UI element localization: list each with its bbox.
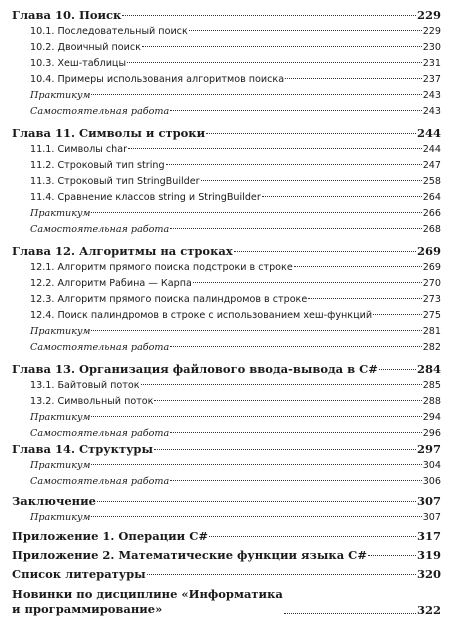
dot-leader — [166, 164, 422, 165]
practice-entry — [30, 342, 441, 353]
dot-leader — [284, 613, 416, 614]
dot-leader — [122, 15, 416, 16]
entry-title: Список литературы — [12, 567, 146, 581]
page-number: 273 — [422, 294, 441, 305]
dot-leader — [142, 46, 422, 47]
entry-title: Глава 14. Структуры — [12, 442, 153, 456]
entry-title: 10.2. Двоичный поиск — [30, 42, 141, 53]
entry-title: Приложение 2. Математические функции языка C# — [12, 548, 367, 562]
dot-leader — [91, 212, 421, 213]
section-entry — [30, 26, 441, 37]
section-entry — [30, 192, 441, 203]
chapter-entry — [12, 442, 441, 456]
chapter-entry — [12, 126, 441, 140]
page-number: 244 — [416, 126, 441, 140]
page-number: 237 — [422, 74, 441, 85]
dot-leader — [201, 180, 422, 181]
dot-leader — [128, 148, 422, 149]
entry-title: 13.1. Байтовый поток — [30, 380, 140, 391]
page-number: 294 — [422, 412, 441, 423]
page-number: 243 — [422, 106, 441, 117]
section-entry — [30, 160, 441, 171]
page-number: 275 — [422, 310, 441, 321]
entry-title: Самостоятельная работа — [30, 476, 170, 487]
page-number: 317 — [416, 529, 441, 543]
entry-title: 12.3. Алгоритм прямого поиска палиндромов в строке — [30, 294, 308, 305]
practice-entry — [30, 412, 441, 423]
entry-title: 12.4. Поиск палиндромов в строке с использованием хеш-функций — [30, 310, 373, 321]
dot-leader — [91, 330, 421, 331]
entry-title: Практикум — [30, 208, 91, 219]
page-number: 230 — [422, 42, 441, 53]
entry-title: 12.2. Алгоритм Рабина — Карпа — [30, 278, 192, 289]
dot-leader — [91, 416, 421, 417]
practice-entry — [30, 208, 441, 219]
entry-title: 12.1. Алгоритм прямого поиска подстроки в строке — [30, 262, 293, 273]
entry-title: Самостоятельная работа — [30, 428, 170, 439]
practice-entry — [30, 512, 441, 523]
dot-leader — [147, 574, 416, 575]
entry-title: Глава 11. Символы и строки — [12, 126, 206, 140]
chapter-entry — [12, 362, 441, 376]
entry-title: Заключение — [12, 494, 96, 508]
entry-title: 11.4. Сравнение классов string и StringBuilder — [30, 192, 261, 203]
entry-title: Глава 10. Поиск — [12, 8, 122, 22]
entry-title: Глава 13. Организация файлового ввода-вывода в C# — [12, 362, 378, 376]
page-number: 319 — [416, 548, 441, 562]
section-entry — [30, 42, 441, 53]
chapter-entry — [12, 548, 441, 562]
practice-entry — [30, 224, 441, 235]
page-number: 231 — [422, 58, 441, 69]
page-number: 266 — [422, 208, 441, 219]
page-number: 288 — [422, 396, 441, 407]
page-number: 229 — [416, 8, 441, 22]
entry-title: 10.3. Хеш-таблицы — [30, 58, 127, 69]
section-entry — [30, 176, 441, 187]
entry-title — [12, 587, 283, 617]
dot-leader — [97, 501, 416, 502]
entry-title: Практикум — [30, 512, 91, 523]
page-number: 269 — [422, 262, 441, 273]
entry-title-line-2: и программирование» — [12, 602, 163, 616]
section-entry — [30, 278, 441, 289]
section-entry — [30, 310, 441, 321]
entry-title: 10.4. Примеры использования алгоритмов поиска — [30, 74, 285, 85]
page-number: 304 — [422, 460, 441, 471]
dot-leader — [170, 432, 421, 433]
dot-leader — [91, 464, 421, 465]
dot-leader — [368, 555, 416, 556]
section-entry — [30, 144, 441, 155]
page-number: 269 — [416, 244, 441, 258]
page-number: 264 — [422, 192, 441, 203]
entry-title: Практикум — [30, 412, 91, 423]
dot-leader — [189, 30, 422, 31]
entry-title: Самостоятельная работа — [30, 106, 170, 117]
dot-leader — [206, 133, 416, 134]
entry-title: Самостоятельная работа — [30, 342, 170, 353]
dot-leader — [379, 369, 416, 370]
chapter-entry — [12, 8, 441, 22]
page-number: 297 — [416, 442, 441, 456]
page-number: 244 — [422, 144, 441, 155]
dot-leader — [170, 228, 421, 229]
dot-leader — [308, 298, 421, 299]
chapter-entry — [12, 244, 441, 258]
page-number: 322 — [416, 603, 441, 617]
page-number: 307 — [422, 512, 441, 523]
page-number: 243 — [422, 90, 441, 101]
page-number: 247 — [422, 160, 441, 171]
entry-title: 11.1. Символы char — [30, 144, 128, 155]
entry-title: 13.2. Символьный поток — [30, 396, 154, 407]
dot-leader — [91, 516, 421, 517]
page-number: 296 — [422, 428, 441, 439]
page-number: 307 — [416, 494, 441, 508]
chapter-entry — [12, 529, 441, 543]
section-entry — [30, 58, 441, 69]
page-number: 258 — [422, 176, 441, 187]
dot-leader — [285, 78, 422, 79]
page-number: 281 — [422, 326, 441, 337]
page-number: 268 — [422, 224, 441, 235]
entry-title: Глава 12. Алгоритмы на строках — [12, 244, 233, 258]
practice-entry — [30, 90, 441, 101]
practice-entry — [30, 460, 441, 471]
entry-title: 10.1. Последовательный поиск — [30, 26, 188, 37]
section-entry — [30, 396, 441, 407]
dot-leader — [193, 282, 422, 283]
dot-leader — [373, 314, 422, 315]
entry-title: Практикум — [30, 326, 91, 337]
practice-entry — [30, 428, 441, 439]
dot-leader — [209, 536, 416, 537]
page-number: 284 — [416, 362, 441, 376]
chapter-entry — [12, 567, 441, 581]
dot-leader — [91, 94, 421, 95]
practice-entry — [30, 476, 441, 487]
section-entry — [30, 380, 441, 391]
section-entry — [30, 294, 441, 305]
section-entry — [30, 74, 441, 85]
entry-title: Самостоятельная работа — [30, 224, 170, 235]
dot-leader — [127, 62, 422, 63]
entry-title-line-1: Новинки по дисциплине «Информатика — [12, 587, 283, 601]
chapter-entry-novelties — [12, 587, 441, 617]
dot-leader — [234, 251, 416, 252]
practice-entry — [30, 106, 441, 117]
entry-title: 11.3. Строковый тип StringBuilder — [30, 176, 200, 187]
dot-leader — [154, 449, 416, 450]
dot-leader — [141, 384, 422, 385]
entry-title: Практикум — [30, 460, 91, 471]
chapter-entry — [12, 494, 441, 508]
dot-leader — [170, 346, 421, 347]
page-number: 285 — [422, 380, 441, 391]
dot-leader — [262, 196, 422, 197]
page-number: 270 — [422, 278, 441, 289]
entry-title: 11.2. Строковый тип string — [30, 160, 165, 171]
dot-leader — [170, 110, 421, 111]
dot-leader — [154, 400, 421, 401]
page-number: 306 — [422, 476, 441, 487]
page-number: 320 — [416, 567, 441, 581]
section-entry — [30, 262, 441, 273]
dot-leader — [294, 266, 422, 267]
page-number: 229 — [422, 26, 441, 37]
dot-leader — [170, 480, 421, 481]
practice-entry — [30, 326, 441, 337]
entry-title: Приложение 1. Операции C# — [12, 529, 209, 543]
entry-title: Практикум — [30, 90, 91, 101]
page-number: 282 — [422, 342, 441, 353]
